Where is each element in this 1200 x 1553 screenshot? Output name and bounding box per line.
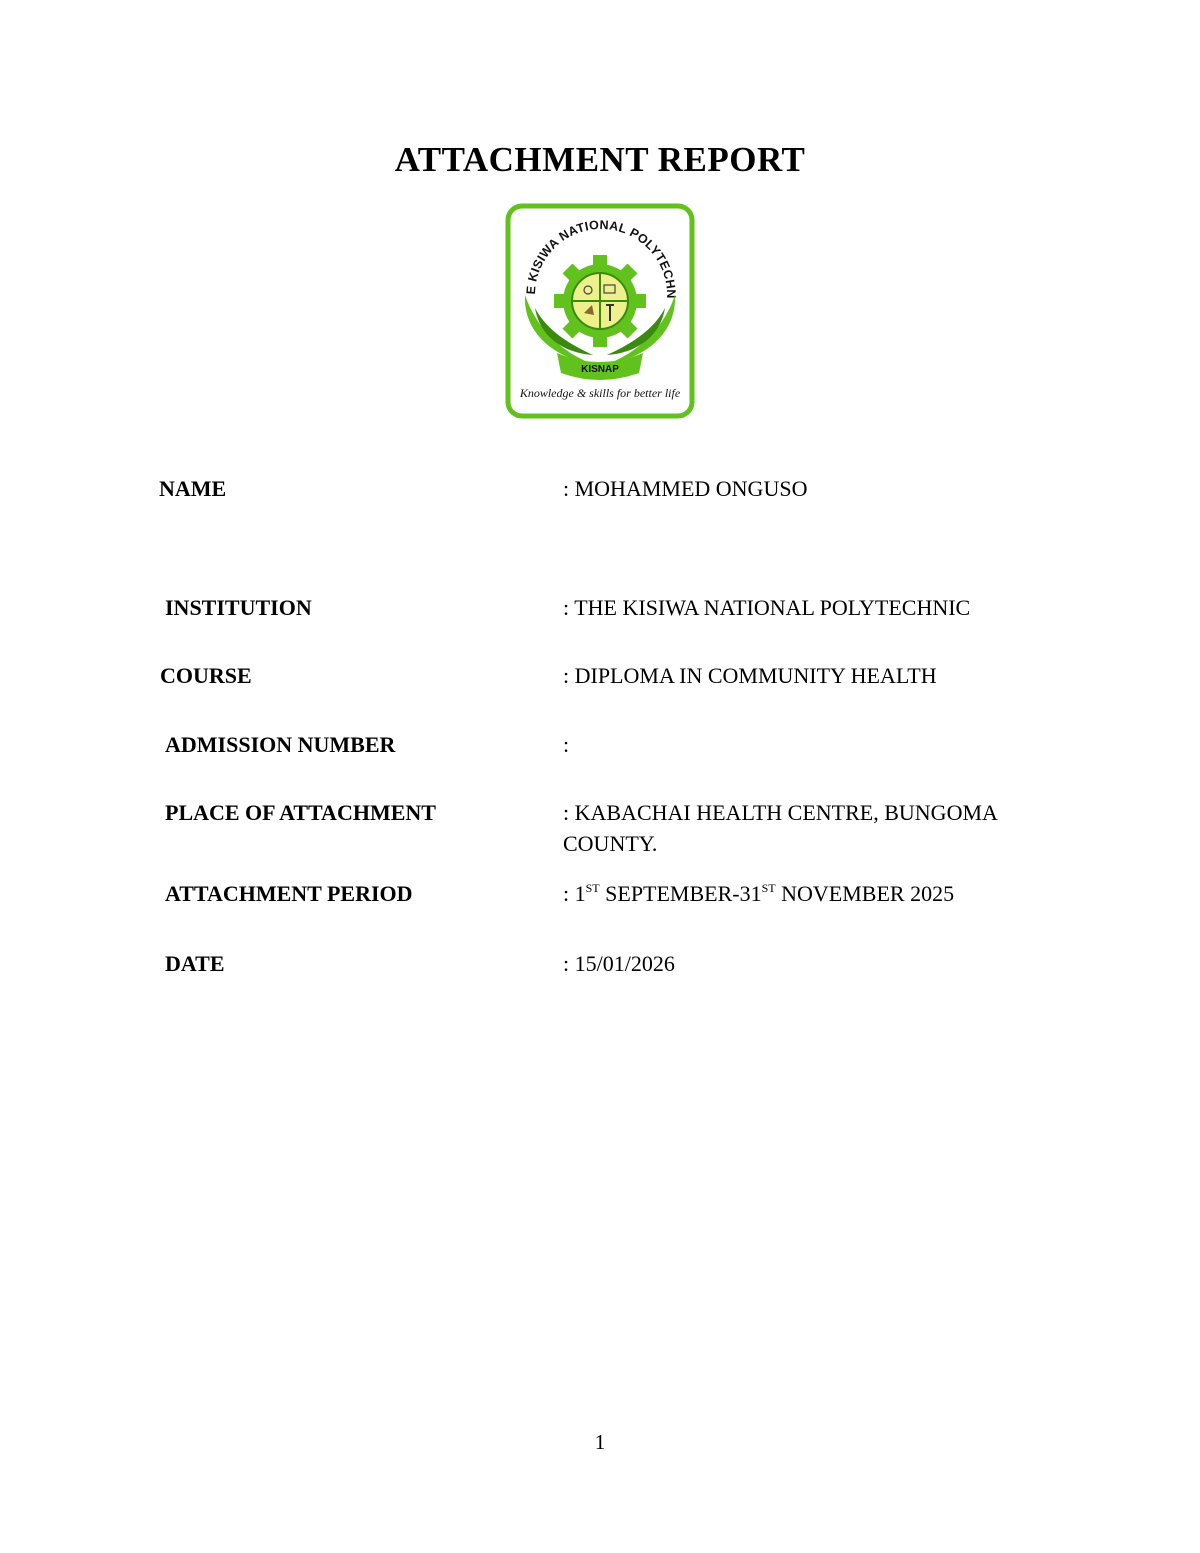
logo-ribbon-text: KISNAP: [581, 364, 619, 375]
logo-motto: Knowledge & skills for better life: [519, 386, 681, 400]
page-number: 1: [594, 1430, 606, 1454]
course-value: : DIPLOMA IN COMMUNITY HEALTH: [563, 663, 937, 688]
admission-number-value: :: [563, 732, 570, 757]
report-title: ATTACHMENT REPORT: [394, 140, 806, 179]
name-value: : MOHAMMED ONGUSO: [563, 476, 808, 501]
date-value: : 15/01/2026: [563, 951, 675, 976]
place-of-attachment-value: : KABACHAI HEALTH CENTRE, BUNGOMA COUNTY.: [563, 800, 997, 856]
admission-number-label: ADMISSION NUMBER: [165, 732, 396, 757]
kisiwa-polytechnic-logo: [505, 203, 695, 419]
institution-label: INSTITUTION: [165, 595, 312, 620]
attachment-period-label: ATTACHMENT PERIOD: [165, 881, 413, 906]
name-label: NAME: [159, 476, 227, 501]
place-of-attachment-label: PLACE OF ATTACHMENT: [165, 800, 436, 825]
date-label: DATE: [165, 951, 225, 976]
attachment-period-value: : 1ST SEPTEMBER-31ST NOVEMBER 2025: [563, 881, 955, 906]
course-label: COURSE: [160, 663, 252, 688]
logo-arc-text: E KISIWA NATIONAL POLYTECHN: [523, 217, 679, 299]
institution-value: : THE KISIWA NATIONAL POLYTECHNIC: [563, 595, 971, 620]
